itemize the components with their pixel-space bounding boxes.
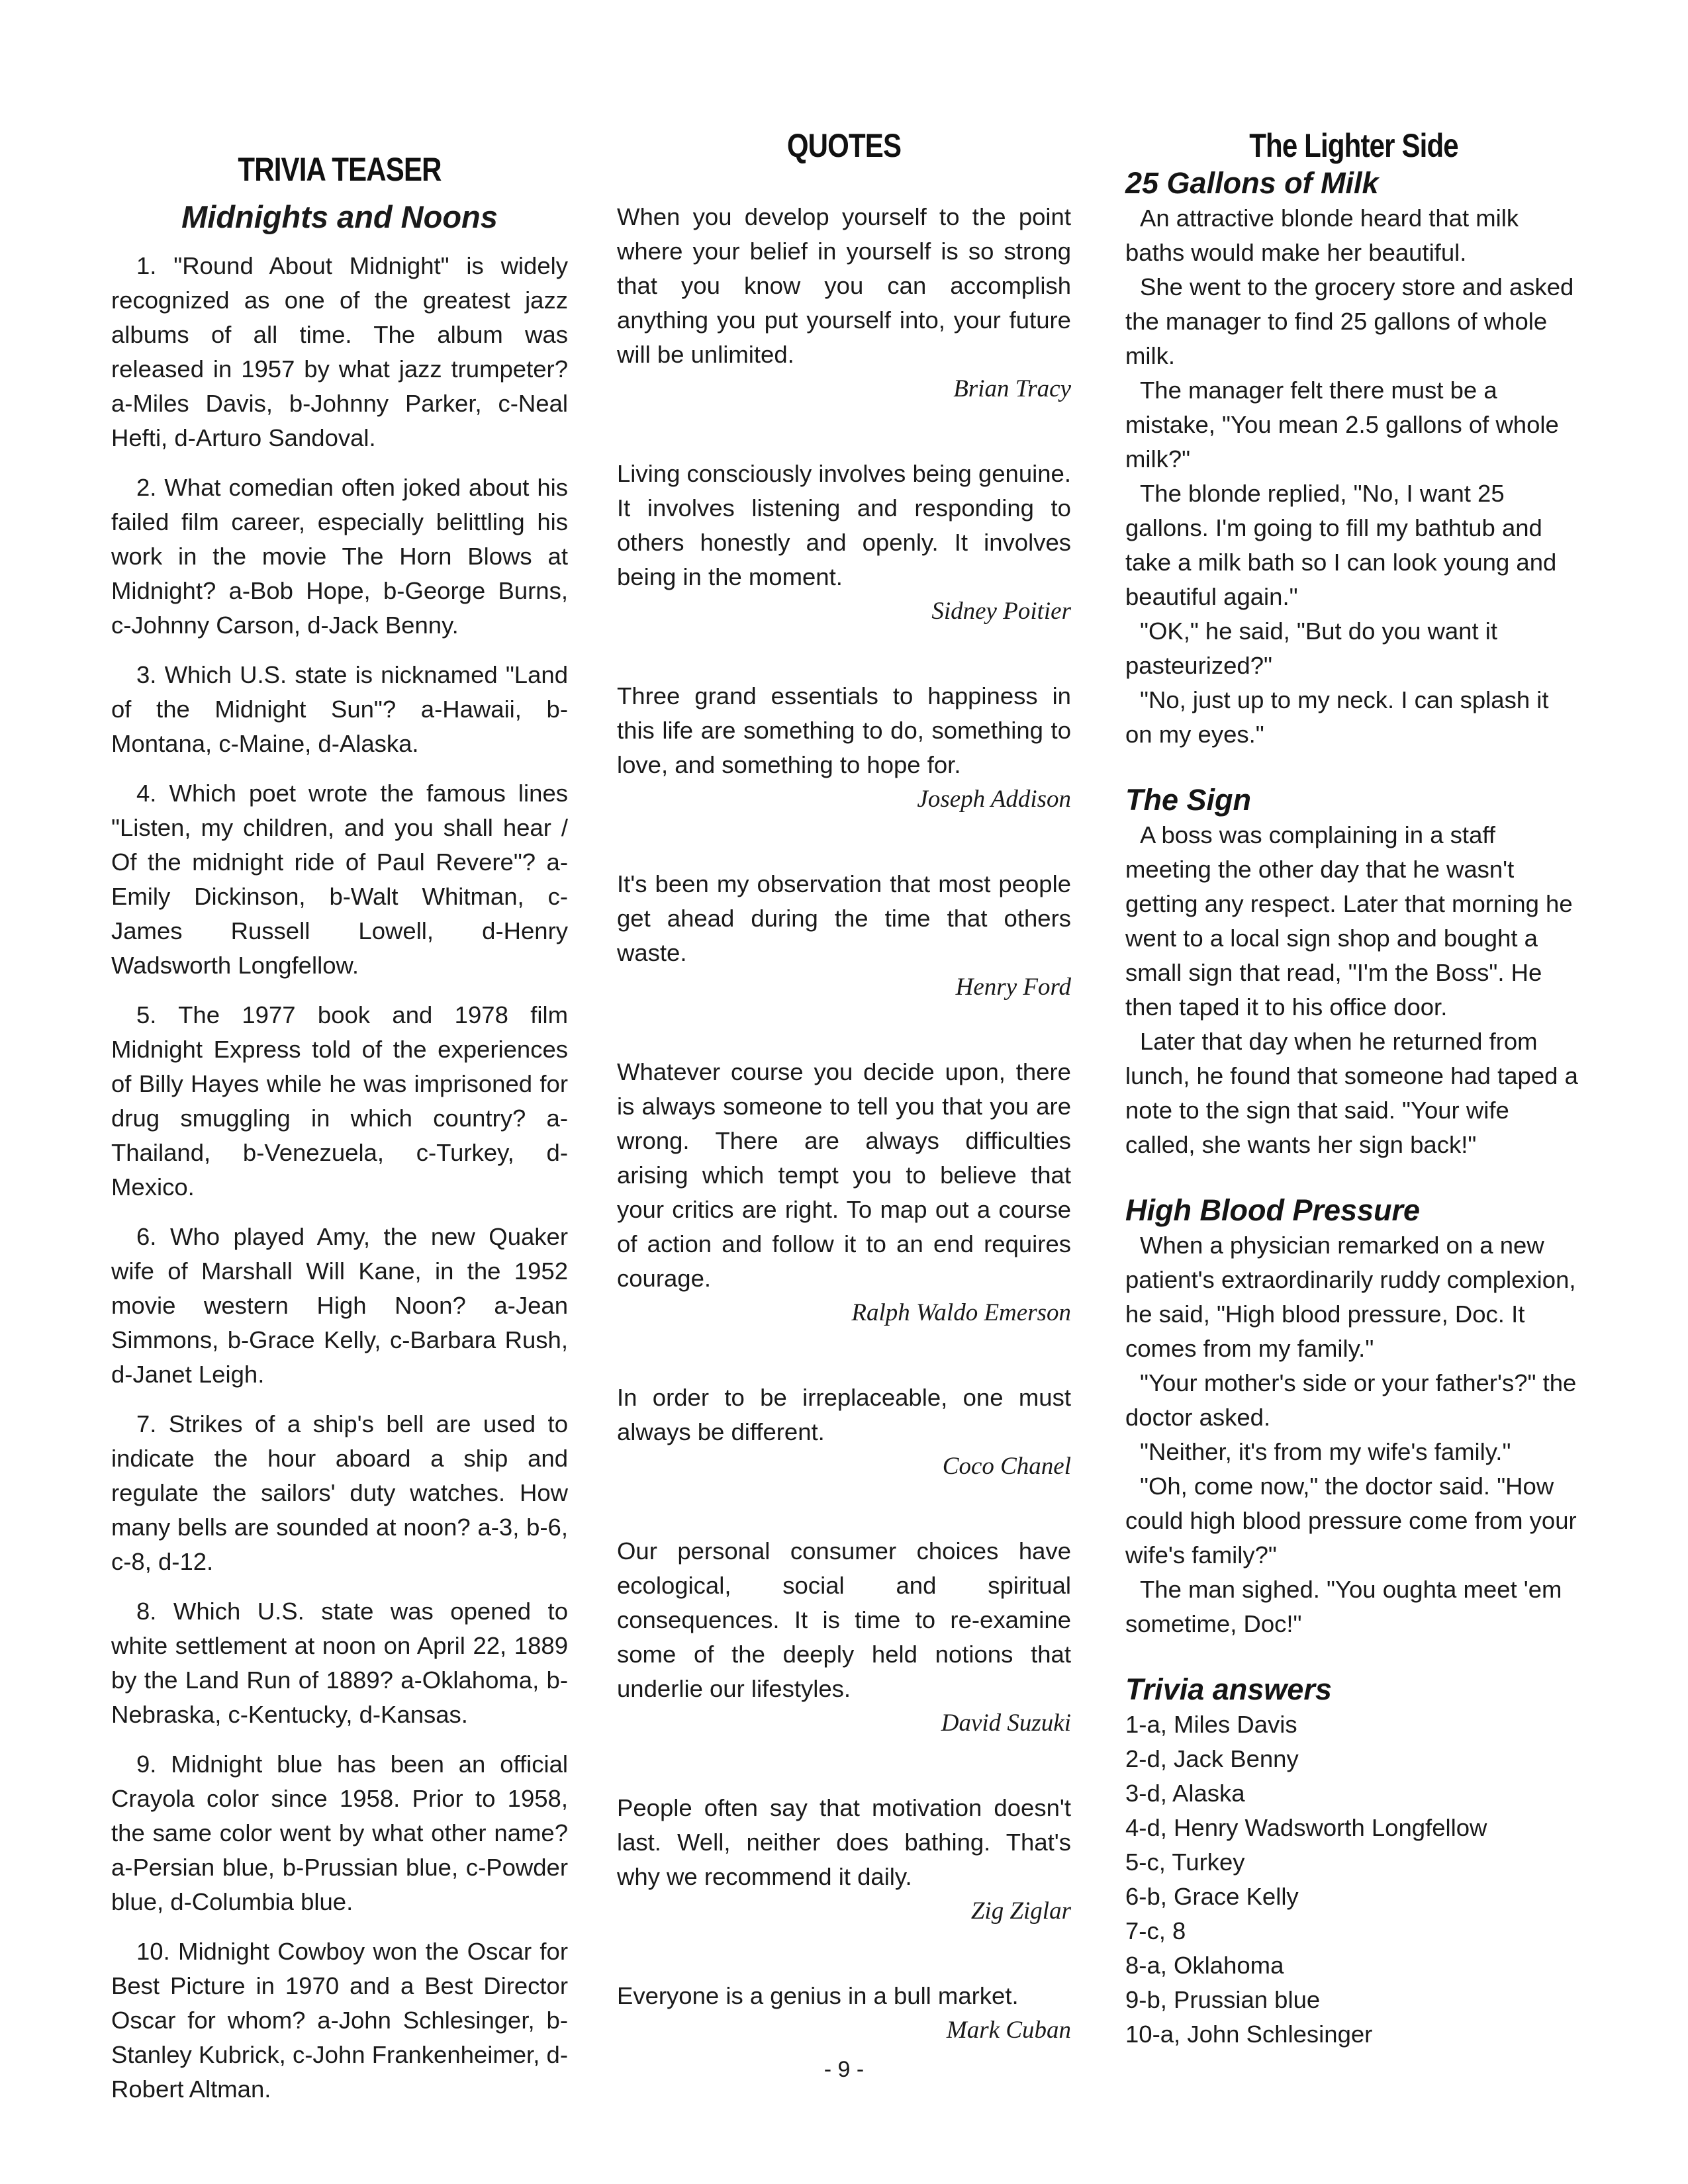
quote-item (617, 200, 1071, 406)
trivia-question: 3. Which U.S. state is nicknamed "Land of the Midnight Sun"? a-Hawaii, b-Montana, c-Maine, d-Alaska. (111, 661, 568, 757)
trivia-answer: 7-c, 8 (1125, 1917, 1186, 1944)
joke-paragraph: The manager felt there must be a mistake, "You mean 2.5 gallons of whole milk?" (1125, 377, 1559, 473)
joke-paragraph: She went to the grocery store and asked the manager to find 25 gallons of whole milk. (1125, 273, 1574, 369)
quote-text: When you develop yourself to the point where your belief in yourself is so strong that you know you can accomplish anything you put yourself into, your future will be unlimited. (617, 203, 1071, 368)
trivia-heading: TRIVIA TEASER (238, 151, 442, 188)
trivia-answer: 9-b, Prussian blue (1125, 1986, 1321, 2013)
lighter-side-heading: The Lighter Side (1249, 127, 1458, 164)
trivia-question: 7. Strikes of a ship's bell are used to indicate the hour aboard a ship and regulate the sailors' duty watches. How many bells are sounded at noon? a-3, b-6, c-8, d-12. (111, 1410, 568, 1575)
joke-paragraph: "Oh, come now," the doctor said. "How could high blood pressure come from your wife's family?" (1125, 1473, 1577, 1569)
joke-paragraph: "OK," he said, "But do you want it pasteurized?" (1125, 617, 1498, 679)
quote-item (617, 1791, 1071, 1929)
quote-item (617, 679, 1071, 817)
joke-paragraph: "Your mother's side or your father's?" the doctor asked. (1125, 1369, 1577, 1431)
trivia-answer: 3-d, Alaska (1125, 1780, 1245, 1807)
page-number: - 9 - (823, 2057, 865, 2082)
trivia-answer: 8-a, Oklahoma (1125, 1952, 1284, 1979)
trivia-question: 4. Which poet wrote the famous lines "Listen, my children, and you shall hear / Of the midnight ride of Paul Revere"? a-Emily Dickinson, b-Walt Whitman, c-James Russell Lowell, d-Henry Wadsworth Longfellow. (111, 780, 568, 979)
trivia-answer: 1-a, Miles Davis (1125, 1711, 1297, 1738)
joke-title: The Sign (1125, 783, 1251, 817)
quote-text: Three grand essentials to happiness in this life are something to do, something to love, and something to hope for. (617, 682, 1071, 778)
trivia-question: 1. "Round About Midnight" is widely recognized as one of the greatest jazz albums of all time. The album was released in 1957 by what jazz trumpeter? a-Miles Davis, b-Johnny Parker, c-Neal Hefti, d-Arturo Sandoval. (111, 252, 568, 451)
quote-text: Living consciously involves being genuine. It involves listening and responding to others honestly and openly. It involves being in the moment. (617, 460, 1071, 590)
quote-item (617, 457, 1071, 629)
joke-paragraph: A boss was complaining in a staff meeting the other day that he wasn't getting any respect. Later that morning he went to a local sign shop and bought a small sign that read, "I'm the Boss". He then taped it to his office door. (1125, 821, 1573, 1021)
quote-author: Zig Ziglar (970, 1897, 1071, 1925)
quote-author: Henry Ford (955, 974, 1071, 1001)
trivia-question: 8. Which U.S. state was opened to white settlement at noon on April 22, 1889 by the Land Run of 1889? a-Oklahoma, b-Nebraska, c-Kentucky, d-Kansas. (111, 1598, 568, 1728)
trivia-question-list (111, 249, 568, 2107)
quote-author: Ralph Waldo Emerson (851, 1299, 1071, 1326)
quote-item (617, 1979, 1071, 2048)
quote-item (617, 1055, 1071, 1330)
quote-author: Brian Tracy (953, 375, 1071, 402)
quote-text: Everyone is a genius in a bull market. (617, 1982, 1019, 2009)
trivia-answer: 10-a, John Schlesinger (1125, 2021, 1373, 2048)
quote-author: Mark Cuban (946, 2017, 1071, 2044)
joke-paragraph: When a physician remarked on a new patient's extraordinarily ruddy complexion, he said, "High blood pressure, Doc. It comes from my family." (1125, 1232, 1576, 1362)
quote-author: Joseph Addison (917, 786, 1071, 813)
quote-text: In order to be irreplaceable, one must always be different. (617, 1384, 1071, 1445)
joke-paragraph: An attractive blonde heard that milk baths would make her beautiful. (1125, 205, 1519, 266)
joke-title: High Blood Pressure (1125, 1193, 1421, 1227)
quotes-heading: QUOTES (786, 127, 902, 164)
joke-paragraph: "Neither, it's from my wife's family." (1140, 1438, 1511, 1465)
trivia-answer: 2-d, Jack Benny (1125, 1745, 1299, 1772)
joke-paragraph: "No, just up to my neck. I can splash it on my eyes." (1125, 686, 1549, 748)
lighter-side-column (1125, 126, 1582, 2052)
joke-list (1125, 165, 1582, 1641)
quote-list (617, 200, 1071, 2048)
quote-text: It's been my observation that most people get ahead during the time that others waste. (617, 870, 1071, 966)
trivia-subheading: Midnights and Noons (181, 199, 498, 234)
trivia-answer: 6-b, Grace Kelly (1125, 1883, 1299, 1910)
quote-author: David Suzuki (941, 1709, 1071, 1737)
quotes-column (617, 126, 1071, 2098)
quote-author: Sidney Poitier (931, 598, 1071, 625)
joke-paragraph: The man sighed. "You oughta meet 'em sometime, Doc!" (1125, 1576, 1562, 1637)
quote-text: People often say that motivation doesn't last. Well, neither does bathing. That's why we recommend it daily. (617, 1794, 1071, 1890)
quote-text: Our personal consumer choices have ecological, social and spiritual consequences. It is time to re-examine some of the deeply held notions that underlie our lifestyles. (617, 1537, 1071, 1702)
trivia-answer: 5-c, Turkey (1125, 1848, 1245, 1876)
quote-item (617, 867, 1071, 1005)
trivia-question: 2. What comedian often joked about his failed film career, especially belittling his work in the movie The Horn Blows at Midnight? a-Bob Hope, b-George Burns, c-Johnny Carson, d-Jack Benny. (111, 474, 568, 639)
trivia-answers-title: Trivia answers (1125, 1672, 1332, 1706)
quote-author: Coco Chanel (942, 1453, 1071, 1480)
trivia-question: 6. Who played Amy, the new Quaker wife of Marshall Will Kane, in the 1952 movie western High Noon? a-Jean Simmons, b-Grace Kelly, c-Barbara Rush, d-Janet Leigh. (111, 1223, 568, 1388)
trivia-question: 9. Midnight blue has been an official Crayola color since 1958. Prior to 1958, the same color went by what other name? a-Persian blue, b-Prussian blue, c-Powder blue, d-Columbia blue. (111, 1751, 568, 1915)
trivia-answer: 4-d, Henry Wadsworth Longfellow (1125, 1814, 1487, 1841)
trivia-question: 5. The 1977 book and 1978 film Midnight Express told of the experiences of Billy Hayes while he was imprisoned for drug smuggling in which country? a-Thailand, b-Venezuela, c-Turkey, d-Mexico. (111, 1001, 568, 1201)
quote-item (617, 1381, 1071, 1484)
joke-paragraph: Later that day when he returned from lunch, he found that someone had taped a note to the sign that said. "Your wife called, she wants her sign back!" (1125, 1028, 1578, 1158)
quote-text: Whatever course you decide upon, there is always someone to tell you that you are wrong. There are always difficulties arising which tempt you to believe that your critics are right. To map out a course of action and follow it to an end requires courage. (617, 1058, 1071, 1292)
joke-item (1125, 1193, 1582, 1641)
trivia-column (111, 126, 568, 2122)
trivia-question: 10. Midnight Cowboy won the Oscar for Best Picture in 1970 and a Best Director Oscar for whom? a-John Schlesinger, b-Stanley Kubrick, c-John Frankenheimer, d-Robert Altman. (111, 1938, 568, 2103)
trivia-answer-list (1125, 1707, 1582, 2052)
joke-item (1125, 165, 1582, 752)
joke-title: 25 Gallons of Milk (1125, 166, 1379, 200)
joke-paragraph: The blonde replied, "No, I want 25 gallons. I'm going to fill my bathtub and take a milk bath so I can look young and beautiful again." (1125, 480, 1557, 610)
quote-item (617, 1534, 1071, 1741)
joke-item (1125, 782, 1582, 1162)
